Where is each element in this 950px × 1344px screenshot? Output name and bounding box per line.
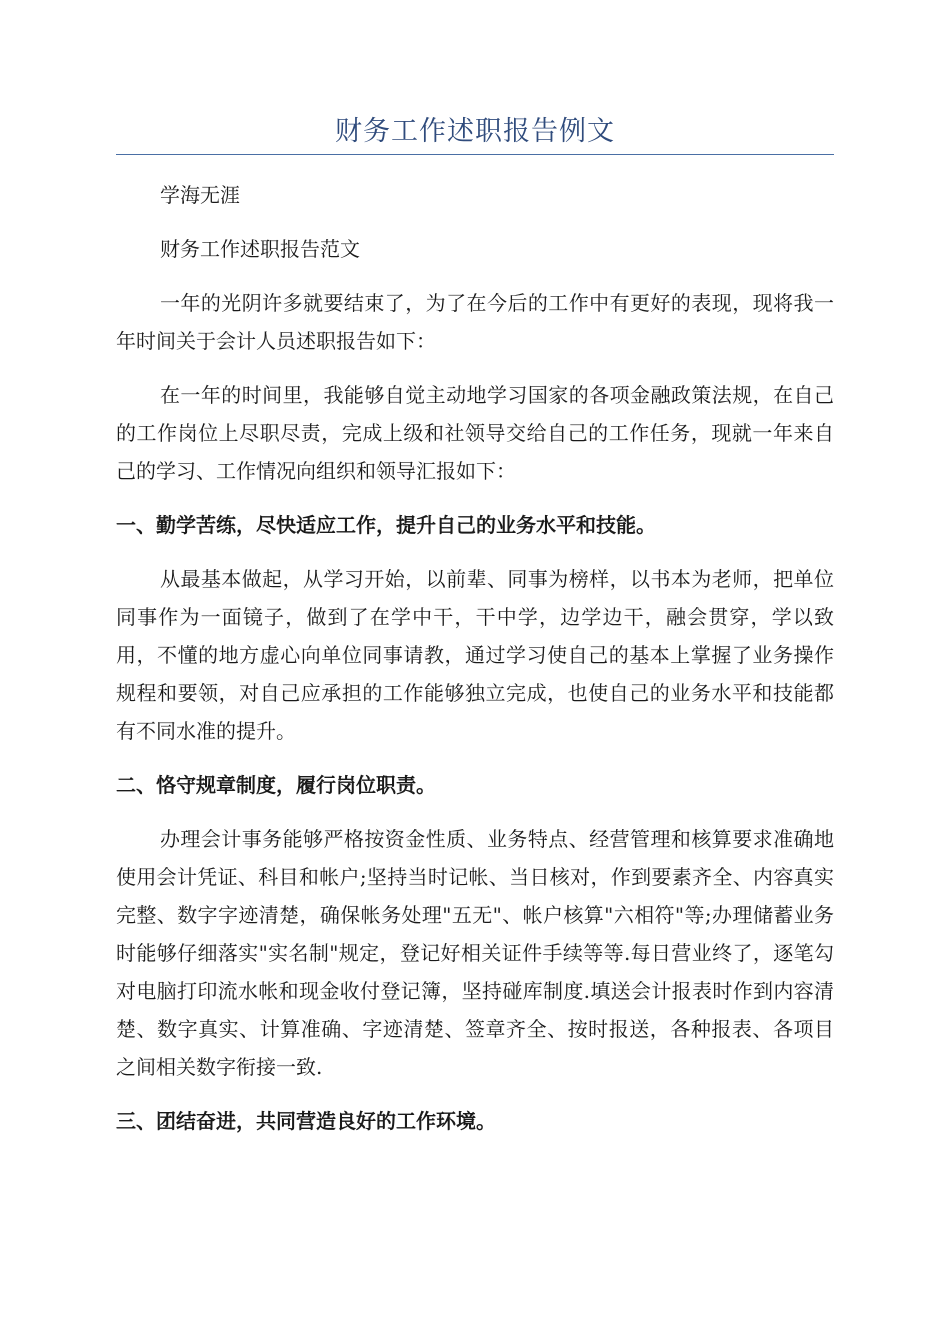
paragraph-intro: 一年的光阴许多就要结束了，为了在今后的工作中有更好的表现，现将我一年时间关于会计人员述职报告如下： [116, 291, 834, 353]
section-heading-1: 一、勤学苦练，尽快适应工作，提升自己的业务水平和技能。 [116, 513, 656, 537]
section-heading-3: 三、团结奋进，共同营造良好的工作环境。 [116, 1109, 496, 1133]
paragraph-section-1: 从最基本做起，从学习开始，以前辈、同事为榜样，以书本为老师，把单位同事作为一面镜子，做到了在学中干，干中学，边学边干，融会贯穿，学以致用，不懂的地方虚心向单位同事请教，通过学习使自己的基本上掌握了业务操作规程和要领，对自己应承担的工作能够独立完成，也使自己的业务水平和技能都有不同水准的提升。 [116, 567, 834, 743]
paragraph-section-2: 办理会计事务能够严格按资金性质、业务特点、经营管理和核算要求准确地使用会计凭证、科目和帐户;坚持当时记帐、当日核对，作到要素齐全、内容真实完整、数字字迹清楚，确保帐务处理"五无"、帐户核算"六相符"等;办理储蓄业务时能够仔细落实"实名制"规定，登记好相关证件手续等等.每日营业终了，逐笔勾对电脑打印流水帐和现金收付登记簿，坚持碰库制度.填送会计报表时作到内容清楚、数字真实、计算准确、字迹清楚、签章齐全、按时报送，各种报表、各项目之间相关数字衔接一致. [116, 827, 834, 1079]
paragraph-motto: 学海无涯 [160, 183, 240, 207]
section-heading-2: 二、恪守规章制度，履行岗位职责。 [116, 773, 436, 797]
title-underline [116, 154, 834, 155]
paragraph-subtitle: 财务工作述职报告范文 [160, 237, 360, 261]
document-body [116, 176, 834, 1140]
paragraph-summary: 在一年的时间里，我能够自觉主动地学习国家的各项金融政策法规，在自己的工作岗位上尽职尽责，完成上级和社领导交给自己的工作任务，现就一年来自己的学习、工作情况向组织和领导汇报如下： [116, 383, 834, 483]
document-title: 财务工作述职报告例文 [335, 116, 615, 147]
